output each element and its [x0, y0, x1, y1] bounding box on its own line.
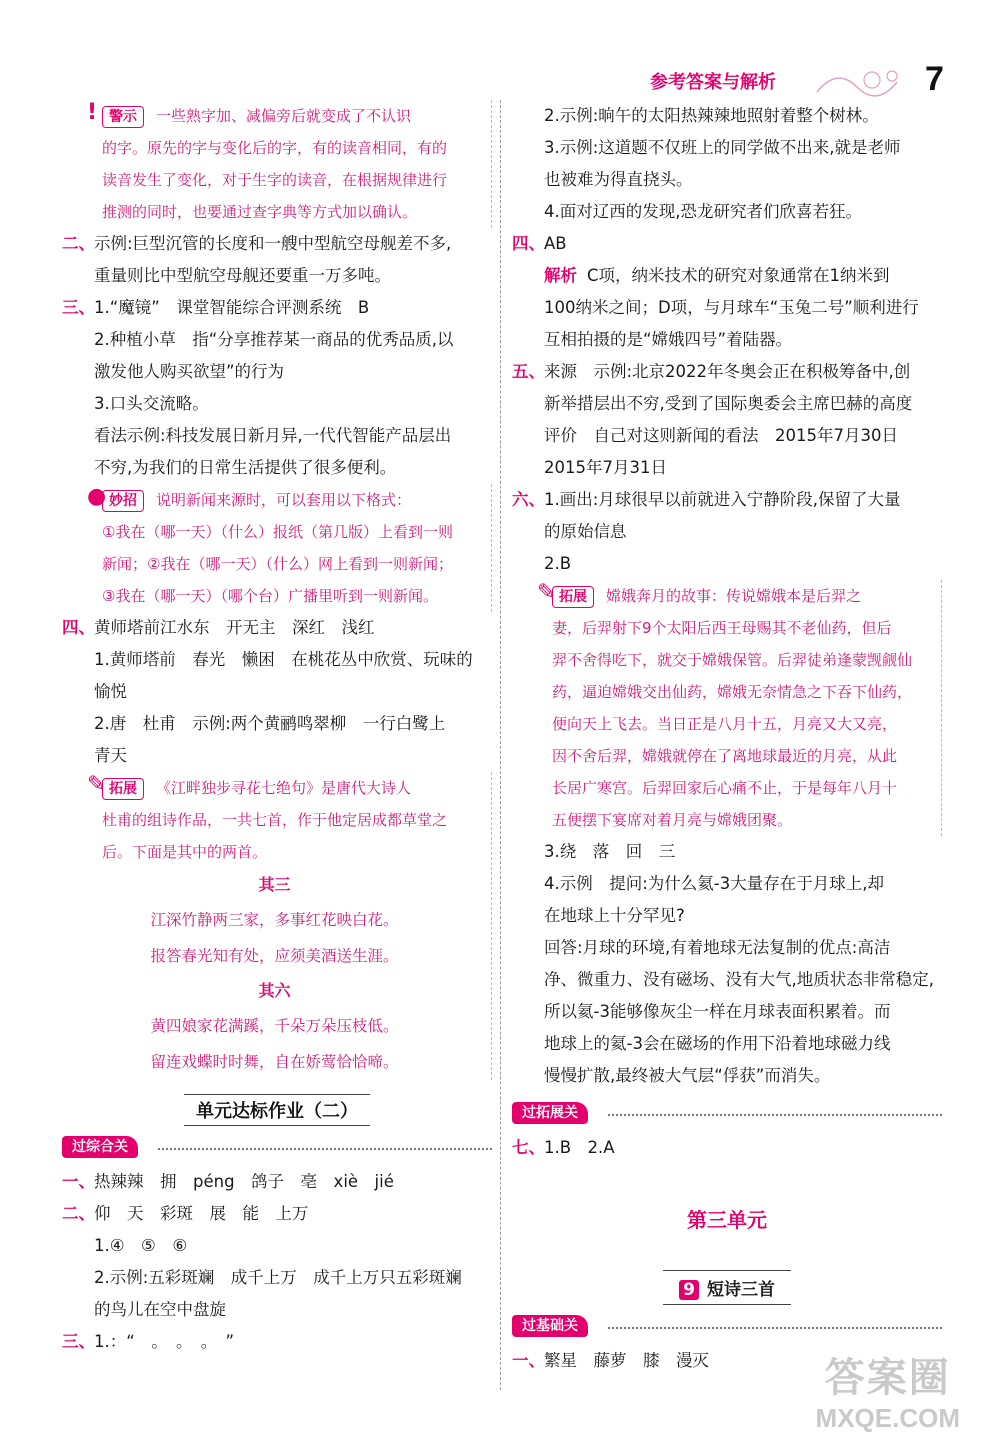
- expand-box: [512, 580, 942, 836]
- answer-line: 看法示例:科技发展日新月异,一代代智能产品层出: [94, 426, 452, 445]
- answer-line: 3.口头交流略。: [94, 394, 209, 413]
- answer-2: 二、示例:巨型沉管的长度和一艘中型航空母舰差不多,: [62, 234, 452, 253]
- answer-line: 评价 自己对这则新闻的看法 2015年7月30日: [544, 426, 898, 445]
- expand-badge: ✎ 拓展: [552, 586, 594, 608]
- warning-badge: ! 警示: [102, 106, 144, 128]
- expand-line: 杜甫的组诗作品，一共七首，作于他定居成都草堂之: [102, 811, 448, 829]
- answer-line: 地球上的氦-3会在磁场的作用下沿着地球磁力线: [544, 1034, 891, 1053]
- expand-line: 《江畔独步寻花七绝句》是唐代大诗人: [156, 779, 412, 797]
- answer-line: 3.绕 落 回 三: [544, 842, 676, 861]
- answer-line: 的原始信息: [544, 522, 627, 541]
- analysis-line: 100纳米之间；D项，与月球车“玉兔二号”顺利进行: [544, 298, 919, 317]
- warning-line: 一些熟字加、减偏旁后就变成了不认识: [156, 107, 412, 125]
- right-column: [512, 100, 942, 1377]
- expand-line: 妻，后羿射下9个太阳后西王母赐其不老仙药，但后: [552, 619, 892, 637]
- answer-line: 不穷,为我们的日常生活提供了很多便利。: [94, 458, 397, 477]
- poem-line: 黄四娘家花满蹊，千朵万朵压枝低。: [150, 1017, 399, 1035]
- answer-line: 2.唐 杜甫 示例:两个黄鹂鸣翠柳 一行白鹭上: [94, 714, 446, 733]
- expand-box: [62, 772, 492, 1080]
- poem-line: 江深竹静两三家，多事红花映白花。: [150, 911, 399, 929]
- answer-3: 三、1.“魔镜” 课堂智能综合评测系统 B: [62, 298, 370, 317]
- answer-line: 回答:月球的环境,有着地球无法复制的优点:高洁: [544, 938, 891, 957]
- warning-box: [62, 100, 492, 228]
- answer-line: 青天: [94, 746, 127, 765]
- answer-line: 2.示例:晌午的太阳热辣辣地照射着整个树林。: [544, 106, 879, 125]
- section-tag: 过拓展关: [512, 1098, 942, 1128]
- expand-line: 五便摆下宴席对着月亮与嫦娥团聚。: [552, 811, 793, 829]
- expand-badge: ✎ 拓展: [102, 778, 144, 800]
- trick-badge: ● 妙招: [102, 490, 144, 512]
- answer-line: 2015年7月31日: [544, 458, 667, 477]
- answer-1: 一、繁星 藤萝 膝 漫灭: [512, 1351, 709, 1370]
- warning-line: 推测的同时，也要通过查字典等方式加以确认。: [102, 203, 418, 221]
- answer-line: 2.示例:五彩斑斓 成千上万 成千上万只五彩斑斓: [94, 1268, 462, 1287]
- trick-line: ①我在（哪一天）（什么）报纸（第几版）上看到一则: [102, 523, 453, 541]
- answer-1: 一、热辣辣 拥 péng 鸽子 亳 xiè jié: [62, 1172, 394, 1191]
- warning-line: 的字。原先的字与变化后的字，有的读音相同，有的: [102, 139, 448, 157]
- column-divider: [500, 100, 501, 1390]
- answer-line: 新举措层出不穷,受到了国际奥委会主席巴赫的高度: [544, 394, 913, 413]
- lesson-title: [512, 1270, 942, 1305]
- answer-line: 3.示例:这道题不仅班上的同学做不出来,就是老师: [544, 138, 901, 157]
- analysis-label: 解析: [544, 266, 577, 285]
- pin-icon: ●: [87, 484, 107, 509]
- analysis: 解析 C项，纳米技术的研究对象通常在1纳米到: [544, 266, 890, 285]
- answer-line: 所以氦-3能够像灰尘一样在月球表面积累着。而: [544, 1002, 891, 1021]
- trick-line: 新闻；②我在（哪一天）（什么）网上看到一则新闻；: [102, 555, 453, 573]
- exclamation-icon: !: [87, 100, 98, 125]
- lesson-number: 9: [679, 1280, 699, 1300]
- answer-line: 1.④ ⑤ ⑥: [94, 1236, 188, 1255]
- answer-line: 也被难为得直挠头。: [544, 170, 693, 189]
- answer-7: 七、1.B 2.A: [512, 1138, 615, 1157]
- answer-line: 慢慢扩散,最终被大气层“俘获”而消失。: [544, 1066, 831, 1085]
- answer-line: 重量则比中型航空母舰还要重一万多吨。: [94, 266, 391, 285]
- expand-line: 羿不舍得吃下，就交于嫦娥保管。后羿徒弟逢蒙觊觎仙: [552, 651, 913, 669]
- poem-title: 其六: [258, 981, 291, 1000]
- answer-6: 六、1.画出:月球很早以前就进入宁静阶段,保留了大量: [512, 490, 901, 509]
- answer-3: 三、1.：“ 。 。 。 ”: [62, 1332, 235, 1351]
- expand-line: 便向天上飞去。当日正是八月十五，月亮又大又亮，: [552, 715, 898, 733]
- expand-line: 长居广寒宫。后羿回家后心痛不止，于是每年八月十: [552, 779, 898, 797]
- section-tag: 过基础关: [512, 1311, 942, 1341]
- poem-line: 报答春光知有处，应须美酒送生涯。: [150, 947, 399, 965]
- answer-line: 2.B: [544, 554, 572, 573]
- trick-line: 说明新闻来源时，可以套用以下格式：: [156, 491, 412, 509]
- answer-line: 净、微重力、没有磁场、没有大气,地质状态非常稳定,: [544, 970, 934, 989]
- pen-icon: ✎: [87, 772, 106, 797]
- warning-line: 读音发生了变化，对于生字的读音，在根据规律进行: [102, 171, 448, 189]
- left-column: [62, 100, 492, 1358]
- unit-title: 单元达标作业（二）: [62, 1094, 492, 1126]
- answer-line: 4.示例 提问:为什么氦-3大量存在于月球上,却: [544, 874, 884, 893]
- expand-line: 后。下面是其中的两首。: [102, 843, 268, 861]
- answer-line: 的鸟儿在空中盘旋: [94, 1300, 226, 1319]
- header-title: 参考答案与解析: [650, 72, 776, 93]
- watermark-logo: 答案圈 MXQE.COM: [815, 1355, 960, 1433]
- answer-4: 四、黄师塔前江水东 开无主 深红 浅红: [62, 618, 375, 637]
- analysis-line: 互相拍摄的是“嫦娥四号”着陆器。: [544, 330, 793, 349]
- answer-line: 4.面对辽西的发现,恐龙研究者们欣喜若狂。: [544, 202, 862, 221]
- answer-2: 二、仰 天 彩斑 展 能 上万: [62, 1204, 309, 1223]
- page-number: 7: [925, 60, 944, 98]
- answer-line: 2.种植小草 指“分享推荐某一商品的优秀品质,以: [94, 330, 454, 349]
- decorative-swirl-icon: [812, 62, 912, 102]
- pen-icon: ✎: [537, 580, 556, 605]
- answer-line: 愉悦: [94, 682, 127, 701]
- answer-line: 激发他人购买欲望”的行为: [94, 362, 285, 381]
- trick-line: ③我在（哪一天）（哪个台）广播里听到一则新闻。: [102, 587, 438, 605]
- trick-box: [62, 484, 492, 612]
- expand-line: 因不舍后羿，嫦娥就停在了离地球最近的月亮，从此: [552, 747, 898, 765]
- lesson-name: 短诗三首: [707, 1280, 775, 1300]
- poem-title: 其三: [258, 875, 291, 894]
- expand-line: 嫦娥奔月的故事：传说嫦娥本是后羿之: [606, 587, 862, 605]
- answer-5: 五、来源 示例:北京2022年冬奥会正在积极筹备中,创: [512, 362, 911, 381]
- answer-line: 1.黄师塔前 春光 懒困 在桃花丛中欣赏、玩味的: [94, 650, 473, 669]
- section-tag: 过综合关: [62, 1132, 492, 1162]
- answer-4: 四、AB: [512, 234, 567, 253]
- answer-line: 在地球上十分罕见?: [544, 906, 685, 925]
- expand-line: 药，逼迫嫦娥交出仙药，嫦娥无奈情急之下吞下仙药，: [552, 683, 913, 701]
- poem-line: 留连戏蝶时时舞，自在娇莺恰恰啼。: [150, 1053, 399, 1071]
- chapter-title: 第三单元: [687, 1208, 767, 1232]
